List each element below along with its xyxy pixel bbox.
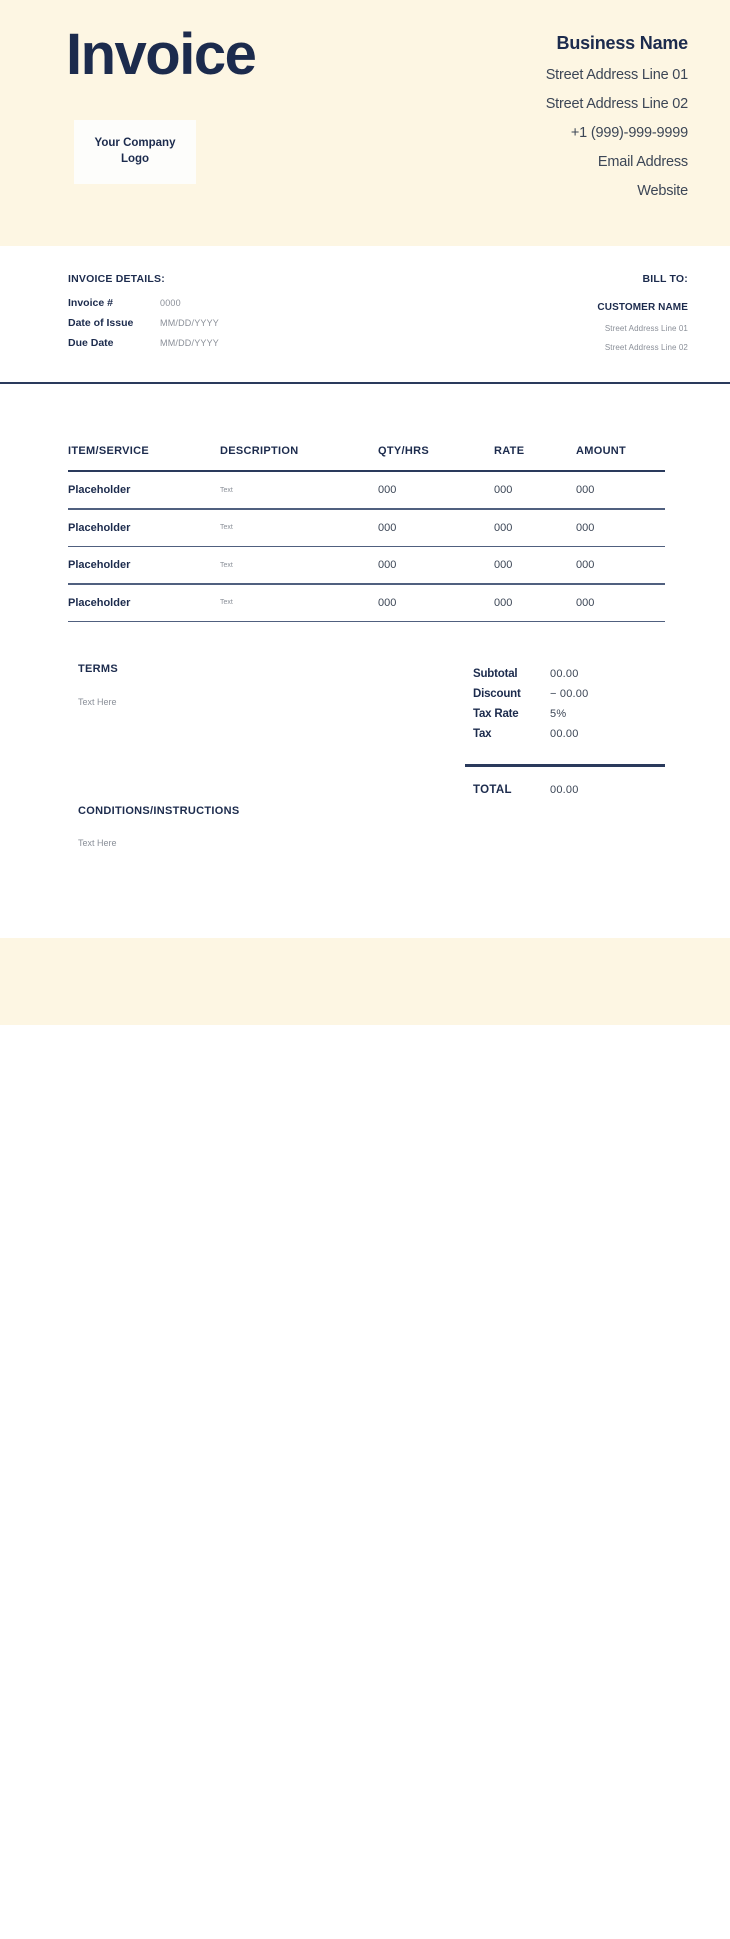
table-header-row [68, 432, 665, 470]
bill-to-block [388, 273, 688, 352]
row-qty: 000 [378, 484, 397, 496]
totals-divider [465, 764, 665, 767]
customer-address-line-1[interactable]: Street Address Line 01 [604, 324, 688, 333]
invoice-details-row [68, 297, 398, 309]
row-description: Text [220, 561, 233, 569]
invoice-details-row [68, 337, 398, 349]
row-amount: 000 [576, 559, 595, 571]
row-amount: 000 [576, 521, 595, 534]
invoice-details-row [68, 317, 398, 329]
totals-row-discount [473, 688, 673, 700]
invoice-details-heading: INVOICE DETAILS: [68, 273, 165, 285]
business-website: Website [637, 183, 688, 199]
invoice-number-label: Invoice # [68, 297, 113, 309]
totals-block [473, 668, 673, 748]
header-section-divider [0, 382, 730, 384]
column-header-amount: AMOUNT [576, 445, 627, 457]
business-phone: +1 (999)-999-9999 [570, 125, 688, 141]
terms-text[interactable]: Text Here [78, 697, 117, 707]
row-rate: 000 [494, 484, 513, 496]
customer-address-line-2[interactable]: Street Address Line 02 [604, 343, 688, 352]
due-date-value[interactable]: MM/DD/YYYY [160, 338, 220, 348]
conditions-block [78, 805, 418, 848]
header-band [0, 0, 730, 246]
row-item-name: Placeholder [68, 596, 131, 609]
row-description: Text [220, 599, 233, 606]
grand-total-row [473, 784, 673, 796]
column-header-rate: RATE [494, 445, 525, 457]
business-name: Business Name [556, 33, 688, 53]
discount-value: − 00.00 [550, 688, 589, 700]
row-qty: 000 [378, 521, 397, 534]
conditions-heading: CONDITIONS/INSTRUCTIONS [78, 805, 240, 817]
invoice-number-value[interactable]: 0000 [160, 298, 181, 308]
customer-name[interactable]: CUSTOMER NAME [597, 302, 688, 313]
due-date-label: Due Date [68, 337, 114, 349]
tax-label: Tax [473, 728, 492, 740]
tax-rate-value: 5% [550, 708, 567, 720]
row-qty: 000 [378, 559, 397, 571]
grand-total-label: TOTAL [473, 784, 512, 796]
business-info-block [358, 33, 688, 199]
grand-total-value: 00.00 [550, 784, 579, 796]
invoice-details-block [68, 273, 398, 357]
row-rate: 000 [494, 559, 513, 571]
row-item-name: Placeholder [68, 484, 131, 496]
row-amount: 000 [576, 484, 595, 496]
footer-placeholder-box [535, 1905, 707, 1939]
table-row[interactable] [68, 510, 665, 546]
business-address-line-1: Street Address Line 01 [545, 67, 688, 83]
table-bottom-rule [68, 621, 665, 623]
row-item-name: Placeholder [68, 559, 131, 571]
column-header-description: DESCRIPTION [220, 445, 299, 457]
business-email: Email Address [597, 154, 688, 170]
date-of-issue-value[interactable]: MM/DD/YYYY [160, 318, 220, 328]
business-address-line-2: Street Address Line 02 [545, 96, 688, 112]
company-logo-placeholder[interactable] [74, 120, 196, 184]
row-rate: 000 [494, 521, 513, 534]
column-header-qty: QTY/HRS [378, 445, 429, 457]
column-header-item: ITEM/SERVICE [68, 445, 150, 457]
logo-placeholder-text [95, 136, 176, 167]
items-table [68, 432, 665, 622]
conditions-text[interactable]: Text Here [78, 838, 117, 848]
totals-row-tax-rate [473, 708, 673, 720]
row-description: Text [220, 486, 233, 494]
table-row[interactable] [68, 547, 665, 583]
date-of-issue-label: Date of Issue [68, 317, 134, 329]
tax-value: 00.00 [550, 728, 579, 740]
discount-label: Discount [473, 688, 521, 700]
terms-heading: TERMS [78, 663, 118, 675]
terms-block [78, 663, 378, 707]
row-item-name: Placeholder [68, 521, 131, 534]
logo-placeholder-line-1: Your Company [94, 137, 176, 150]
table-row[interactable] [68, 472, 665, 508]
tax-rate-label: Tax Rate [473, 708, 519, 720]
footer-band [0, 938, 730, 1025]
subtotal-label: Subtotal [473, 668, 518, 680]
row-description: Text [220, 524, 233, 531]
table-row[interactable] [68, 585, 665, 621]
logo-placeholder-line-2: Logo [120, 153, 150, 165]
row-amount: 000 [576, 596, 595, 609]
totals-row-tax [473, 728, 673, 740]
bill-to-heading: BILL TO: [642, 273, 688, 285]
page-title: Invoice [66, 22, 256, 87]
row-rate: 000 [494, 596, 513, 609]
row-qty: 000 [378, 596, 397, 609]
subtotal-value: 00.00 [550, 668, 579, 680]
totals-row-subtotal [473, 668, 673, 680]
